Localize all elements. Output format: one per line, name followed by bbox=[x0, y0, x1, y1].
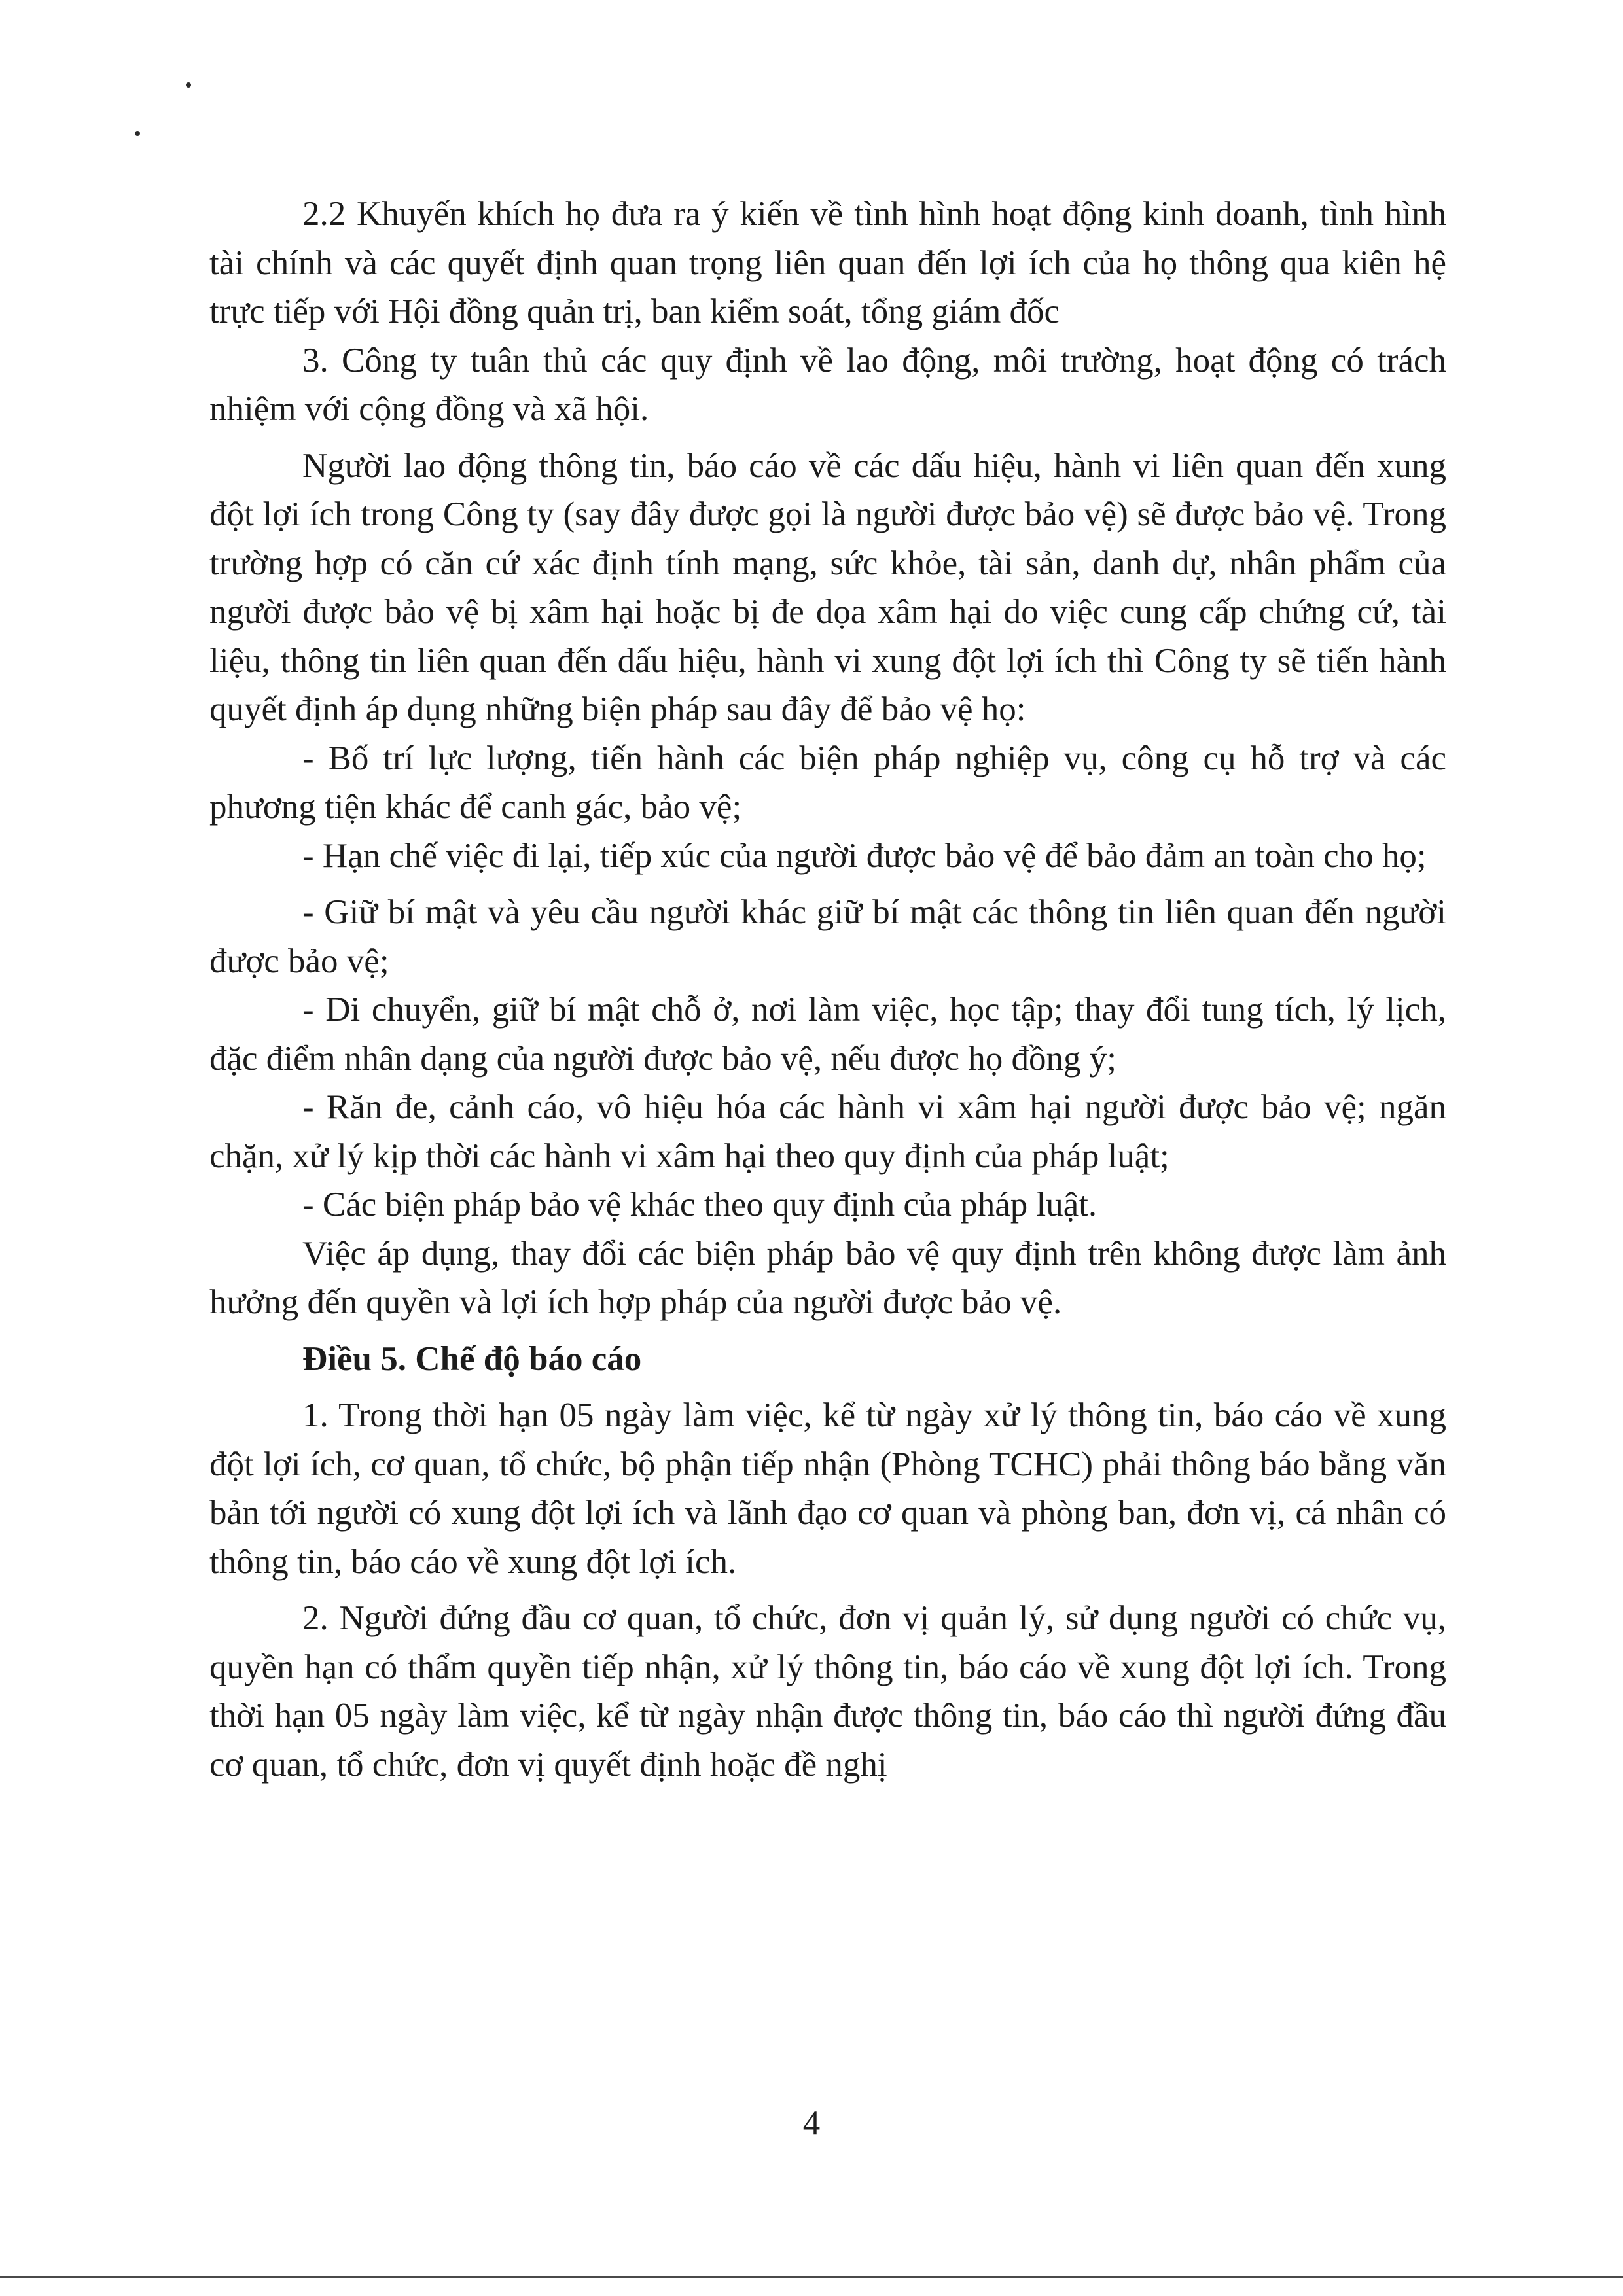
paragraph: Người lao động thông tin, báo cáo về các dấu hiệu, hành vi liên quan đến xung đột lợi ích trong Công ty (say đây được gọi là người được bảo vệ) sẽ được bảo vệ. Trong trường hợp có căn cứ xác định tính mạng, sức khỏe, tài sản, danh dự, nhân phẩm của người được bảo vệ bị xâm hại hoặc bị đe dọa xâm hại do việc cung cấp chứng cứ, tài liệu, thông tin liên quan đến dấu hiệu, hành vi xung đột lợi ích thì Công ty sẽ tiến hành quyết định áp dụng những biện pháp sau đây để bảo vệ họ: bbox=[209, 446, 1446, 728]
list-item: - Di chuyển, giữ bí mật chỗ ở, nơi làm việc, học tập; thay đổi tung tích, lý lịch, đặc điểm nhân dạng của người được bảo vệ, nếu được họ đồng ý; bbox=[209, 991, 1446, 1078]
paragraph: 2. Người đứng đầu cơ quan, tổ chức, đơn vị quản lý, sử dụng người có chức vụ, quyền hạn có thẩm quyền tiếp nhận, xử lý thông tin, báo cáo về xung đột lợi ích. Trong thời hạn 05 ngày làm việc, kể từ ngày nhận được thông tin, báo cáo thì người đứng đầu cơ quan, tổ chức, đơn vị quyết định hoặc đề nghị bbox=[209, 1599, 1446, 1784]
scan-edge-line bbox=[0, 2276, 1623, 2278]
document-body bbox=[209, 190, 1446, 1789]
paragraph: 1. Trong thời hạn 05 ngày làm việc, kể từ ngày xử lý thông tin, báo cáo về xung đột lợi ích, cơ quan, tổ chức, bộ phận tiếp nhận (Phòng TCHC) phải thông báo bằng văn bản tới người có xung đột lợi ích và lãnh đạo cơ quan và phòng ban, đơn vị, cá nhân có thông tin, báo cáo về xung đột lợi ích. bbox=[209, 1396, 1446, 1581]
scan-speck bbox=[186, 82, 191, 88]
list-item: - Bố trí lực lượng, tiến hành các biện pháp nghiệp vụ, công cụ hỗ trợ và các phương tiện khác để canh gác, bảo vệ; bbox=[209, 739, 1446, 826]
list-item: - Các biện pháp bảo vệ khác theo quy định của pháp luật. bbox=[302, 1186, 1097, 1224]
page-number: 4 bbox=[802, 2104, 821, 2142]
list-item: - Răn đe, cảnh cáo, vô hiệu hóa các hành vi xâm hại người được bảo vệ; ngăn chặn, xử lý kịp thời các hành vi xâm hại theo quy định của pháp luật; bbox=[209, 1088, 1446, 1175]
section-heading: Điều 5. Chế độ báo cáo bbox=[302, 1339, 642, 1378]
list-item: - Giữ bí mật và yêu cầu người khác giữ bí mật các thông tin liên quan đến người được bảo vệ; bbox=[209, 893, 1446, 980]
list-item: - Hạn chế việc đi lại, tiếp xúc của người được bảo vệ để bảo đảm an toàn cho họ; bbox=[302, 836, 1427, 875]
scan-speck bbox=[135, 131, 140, 136]
paragraph: 3. Công ty tuân thủ các quy định về lao động, môi trường, hoạt động có trách nhiệm với cộng đồng và xã hội. bbox=[209, 341, 1446, 428]
paragraph: Việc áp dụng, thay đổi các biện pháp bảo vệ quy định trên không được làm ảnh hưởng đến quyền và lợi ích hợp pháp của người được bảo vệ. bbox=[209, 1234, 1446, 1321]
paragraph: 2.2 Khuyến khích họ đưa ra ý kiến về tình hình hoạt động kinh doanh, tình hình tài chính và các quyết định quan trọng liên quan đến lợi ích của họ thông qua kiên hệ trực tiếp với Hội đồng quản trị, ban kiểm soát, tổng giám đốc bbox=[209, 195, 1446, 330]
